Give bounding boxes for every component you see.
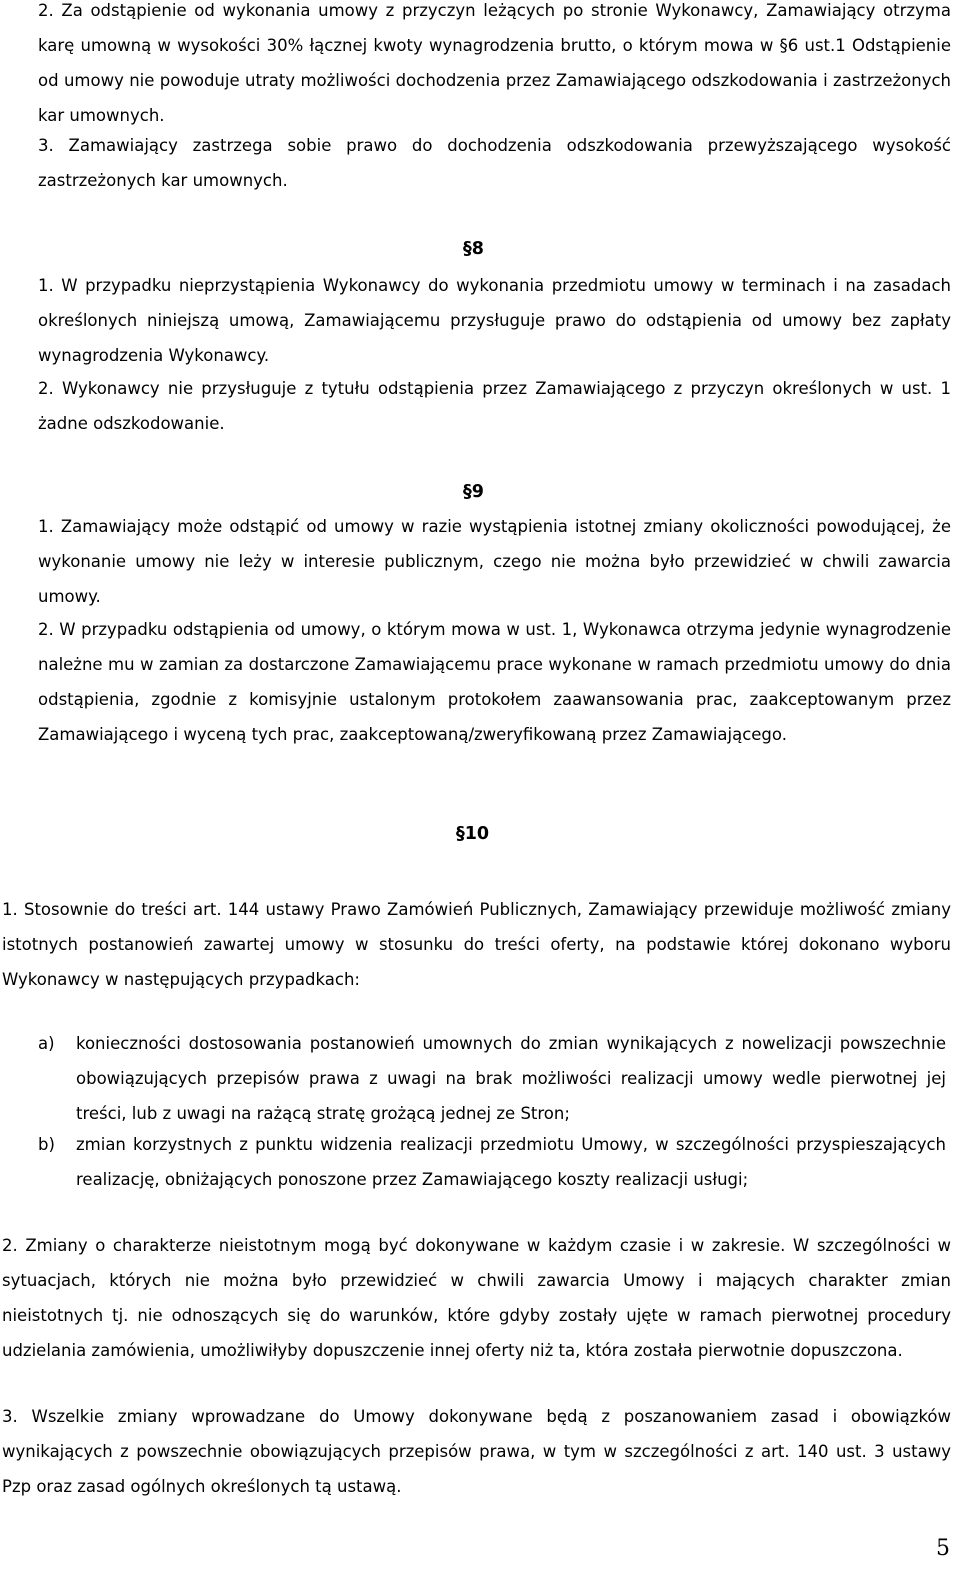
section-10-paragraph-1: 1. Stosownie do treści art. 144 ustawy Prawo Zamówień Publicznych, Zamawiający przewiduje możliwość zmiany istotnych postanowień zawartej umowy w stosunku do treści oferty, na podstawie której dokonano wyboru Wykonawcy w następujących przypadkach:	[2, 900, 951, 989]
section-9-paragraph-1: 1. Zamawiający może odstąpić od umowy w razie wystąpienia istotnej zmiany okoliczności powodującej, że wykonanie umowy nie leży w interesie publicznym, czego nie można było przewidzieć w chwili zawarcia umowy.	[38, 517, 951, 606]
section-heading-9: §9	[463, 482, 484, 502]
section-10-paragraph-3: 3. Wszelkie zmiany wprowadzane do Umowy dokonywane będą z poszanowaniem zasad i obowiązków wynikających z powszechnie obowiązujących przepisów prawa, w tym w szczególności z art. 140 ust. 3 ustawy Pzp oraz zasad ogólnych określonych tą ustawą.	[2, 1407, 951, 1496]
list-text-a: konieczności dostosowania postanowień umownych do zmian wynikających z nowelizacji powszechnie obowiązujących przepisów prawa z uwagi na brak możliwości realizacji umowy wedle pierwotnej jej treści, lub z uwagi na rażącą stratę grożącą jednej ze Stron;	[76, 1034, 946, 1123]
list-text-b: zmian korzystnych z punktu widzenia realizacji przedmiotu Umowy, w szczególności przyspieszających realizację, obniżających ponoszone przez Zamawiającego koszty realizacji usługi;	[76, 1135, 946, 1189]
list-label-b: b)	[38, 1135, 55, 1154]
section-9-paragraph-2: 2. W przypadku odstąpienia od umowy, o którym mowa w ust. 1, Wykonawca otrzyma jedynie wynagrodzenie należne mu w zamian za dostarczone Zamawiającemu prace wykonane w ramach przedmiotu umowy do dnia odstąpienia, zgodnie z komisyjnie ustalonym protokołem zaawansowania prac, zaakceptowanym przez Zamawiającego i wyceną tych prac, zaakceptowaną/zweryfikowaną przez Zamawiającego.	[38, 620, 951, 744]
section-8-paragraph-2: 2. Wykonawcy nie przysługuje z tytułu odstąpienia przez Zamawiającego z przyczyn określonych w ust. 1 żadne odszkodowanie.	[38, 379, 951, 433]
list-item-b	[0, 1127, 960, 1232]
list-item-a	[0, 1026, 960, 1131]
list-label-a: a)	[38, 1034, 55, 1053]
page-number: 5	[936, 1536, 950, 1561]
section-heading-8: §8	[463, 239, 484, 259]
section-10-paragraph-2: 2. Zmiany o charakterze nieistotnym mogą być dokonywane w każdym czasie i w zakresie. W szczególności w sytuacjach, których nie można było przewidzieć w chwili zawarcia Umowy i mających charakter zmian nieistotnych tj. nie odnoszących się do warunków, które gdyby zostały ujęte w ramach pierwotnej procedury udzielania zamówienia, umożliwiłyby dopuszczenie innej oferty niż ta, która została pierwotnie dopuszczona.	[2, 1236, 951, 1360]
paragraph-2: 2. Za odstąpienie od wykonania umowy z przyczyn leżących po stronie Wykonawcy, Zamawiający otrzyma karę umowną w wysokości 30% łącznej kwoty wynagrodzenia brutto, o którym mowa w §6 ust.1 Odstąpienie od umowy nie powoduje utraty możliwości dochodzenia przez Zamawiającego odszkodowania i zastrzeżonych kar umownych.	[38, 1, 951, 125]
section-heading-10: §10	[456, 824, 490, 844]
section-8-paragraph-1: 1. W przypadku nieprzystąpienia Wykonawcy do wykonania przedmiotu umowy w terminach i na zasadach określonych niniejszą umową, Zamawiającemu przysługuje prawo do odstąpienia od umowy bez zapłaty wynagrodzenia Wykonawcy.	[38, 276, 951, 365]
paragraph-3: 3. Zamawiający zastrzega sobie prawo do dochodzenia odszkodowania przewyższającego wysokość zastrzeżonych kar umownych.	[38, 136, 951, 190]
